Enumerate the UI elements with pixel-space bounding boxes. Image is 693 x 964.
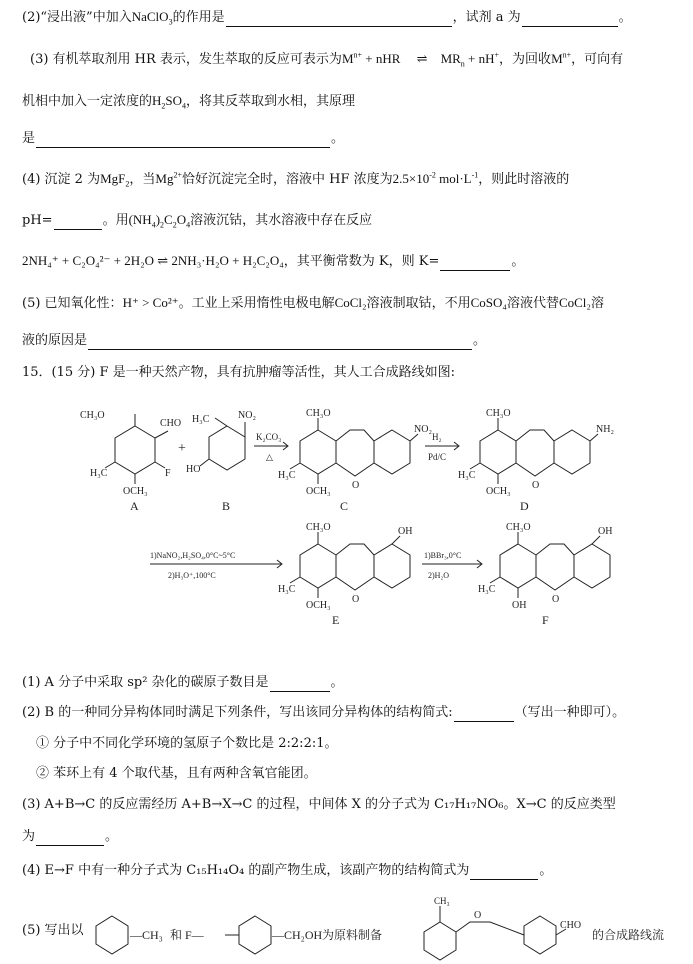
q15-q3-line1: (3) A+B→C 的反应需经历 A+B→X→C 的过程，中间体 X 的分子式为 C₁₇H₁₇NO₆。X→C 的反应类型: [22, 797, 616, 812]
label-b: B: [222, 499, 231, 513]
svg-text:的合成路线流: 的合成路线流: [592, 928, 665, 942]
label-c: C: [340, 499, 349, 513]
reagent-hydrolysis: 2)H₃O⁺,100°C: [168, 571, 216, 580]
heat-symbol: △: [266, 452, 273, 462]
target-right-ring: [524, 916, 556, 954]
svg-text:H₃C: H₃C: [278, 470, 296, 481]
q15-q2-condition1: ① 分子中不同化学环境的氢原子个数比是 2:2:2:1。: [36, 736, 338, 751]
target-aldehyde-label: CHO: [560, 920, 582, 931]
compound-e-left-ring: [300, 544, 336, 588]
compound-c-seven-ring: [336, 430, 374, 441]
q14-part2-line: (2)“浸出液”中加入NaClO$_3$的作用是 ，试剂 a 为 。: [22, 9, 632, 27]
answer-blank-k[interactable]: [440, 256, 510, 271]
oxalate-equilibrium-equation: 2NH₄⁺ + C₂O₄²⁻ + 2H₂O ⇌ 2NH₃·H₂O + H₂C₂O₄: [22, 253, 284, 268]
compound-d-seven-ring: [516, 430, 554, 441]
hydroxymethyl-group-label: —CH₂OH: [272, 928, 323, 942]
svg-text:F: F: [165, 468, 171, 479]
compound-d-right-ring: [554, 430, 590, 474]
answer-blank-2b[interactable]: [522, 12, 618, 27]
q15-q4: (4) E→F 中有一种分子式为 C₁₅H₁₄O₄ 的副产物生成，该副产物的结构简式为 。: [22, 863, 553, 878]
svg-text:OH: OH: [512, 600, 527, 611]
answer-blank-15-4[interactable]: [470, 865, 538, 880]
svg-text:和 F—: 和 F—: [170, 928, 204, 942]
equilibrium-arrow-icon: ⇌: [416, 51, 428, 66]
compound-f-seven-ring: [536, 544, 574, 555]
svg-text:O: O: [552, 594, 560, 605]
answer-blank-5[interactable]: [88, 335, 472, 350]
q14-part2-prefix: (2)“浸出液”中加入: [22, 10, 132, 25]
q15-q2-condition2: ② 苯环上有 4 个取代基，且有两种含氧官能团。: [36, 766, 317, 781]
compound-c-right-ring: [374, 430, 410, 474]
reagent-diazotization: 1)NaNO₂,H₂SO₄,0°C~5°C: [150, 551, 236, 560]
q14-part3-line3: 是 。: [22, 131, 345, 146]
q14-part4-line3: 2NH₄⁺ + C₂O₄²⁻ + 2H₂O ⇌ 2NH₃·H₂O + H₂C₂O₄，其平衡常数为 K，则 K= 。: [22, 253, 525, 269]
answer-blank-15-2[interactable]: [454, 707, 514, 722]
q15-q5-a: (5) 写出以: [22, 923, 84, 938]
synthesis-scheme: [0, 396, 693, 646]
svg-text:H₃C: H₃C: [192, 414, 210, 425]
svg-text:+: +: [178, 441, 186, 456]
methyl-group-label: —CH₃: [130, 928, 163, 942]
compound-f-right-ring: [574, 544, 610, 588]
svg-text:NO₂: NO₂: [414, 424, 432, 435]
q15-q1: (1) A 分子中采取 sp² 杂化的碳原子数目是 。: [22, 675, 344, 690]
compound-d-left-ring: [480, 430, 516, 474]
target-ether-o-label: O: [474, 910, 482, 921]
compound-f-left-ring: [500, 544, 536, 588]
q14-part4-line2: pH= 。用$(NH_4)_2C_2O_4$溶液沉钴，其水溶液中存在反应: [22, 212, 373, 230]
compound-c-left-ring: [300, 430, 336, 474]
answer-blank-ph[interactable]: [54, 215, 102, 230]
toluene-ring: [96, 916, 128, 954]
svg-text:NO₂: NO₂: [238, 410, 256, 421]
label-d: D: [520, 499, 529, 513]
svg-text:CH₃O: CH₃O: [306, 522, 331, 533]
svg-text:O: O: [352, 594, 360, 605]
q15-header: 15．(15 分) F 是一种天然产物，具有抗肿瘤等活性，其人工合成路线如图:: [22, 365, 456, 380]
q14-part5-line2: 液的原因是 。: [22, 333, 487, 348]
svg-text:OCH₃: OCH₃: [486, 486, 511, 497]
compound-e-seven-ring: [336, 544, 374, 555]
svg-text:H₃C: H₃C: [90, 468, 108, 479]
answer-blank-2a[interactable]: [226, 12, 452, 27]
svg-text:OH: OH: [398, 526, 413, 537]
svg-text:HO: HO: [186, 464, 201, 475]
svg-text:CHO: CHO: [160, 418, 182, 429]
reagent-k2co3: K₂CO₃: [256, 432, 282, 442]
reagent-bbr3: 1)BBr₃,0°C: [424, 551, 462, 560]
svg-text:CH₃O: CH₃O: [506, 522, 531, 533]
q14-part5-line1: (5) 已知氧化性：H⁺ > Co²⁺。工业上采用惰性电极电解CoCl₂溶液制取钴，不用CoSO₄溶液代替CoCl₂溶: [22, 295, 604, 311]
compound-b-ring: [209, 426, 245, 470]
q14-part3-line2: 机相中加入一定浓度的$H_2SO_4$，将其反萃取到水相，其原理: [22, 93, 356, 111]
svg-text:OCH₃: OCH₃: [123, 486, 148, 497]
reagent-water: 2)H₂O: [428, 571, 450, 580]
extraction-equation: $M^{n+}$ + nHR ⇌ $MR_n + nH^+$: [341, 50, 500, 69]
svg-text:CH₃O: CH₃O: [80, 410, 105, 421]
fluorobenzyl-alcohol-ring: [239, 916, 271, 954]
svg-text:OCH₃: OCH₃: [306, 486, 331, 497]
target-methyl-label: CH₃: [434, 896, 450, 906]
q15-q3-line2: 为 。: [22, 829, 119, 844]
label-f: F: [542, 613, 549, 627]
compound-e-right-ring: [374, 544, 410, 588]
naclo3-formula: NaClO: [131, 9, 169, 24]
svg-text:NH₂: NH₂: [596, 424, 614, 435]
q15-q5-structures: [0, 892, 693, 964]
svg-text:OH: OH: [598, 526, 613, 537]
q15-q2: (2) B 的一种同分异构体同时满足下列条件，写出该同分异构体的结构简式: （写出一种即可）。: [22, 705, 626, 720]
label-e: E: [332, 613, 340, 627]
svg-text:OCH₃: OCH₃: [306, 600, 331, 611]
answer-blank-15-3[interactable]: [36, 831, 104, 846]
svg-text:H₃C: H₃C: [478, 584, 496, 595]
target-left-ring: [424, 922, 456, 960]
svg-text:O: O: [352, 480, 360, 491]
svg-text:CH₃O: CH₃O: [306, 408, 331, 419]
svg-text:O: O: [532, 480, 540, 491]
compound-a-ring: [115, 426, 155, 474]
label-a: A: [130, 499, 139, 513]
svg-text:CH₃O: CH₃O: [486, 408, 511, 419]
svg-text:H₃C: H₃C: [458, 470, 476, 481]
answer-blank-15-1[interactable]: [270, 677, 330, 692]
reagent-pdc: Pd/C: [428, 452, 447, 462]
answer-blank-3[interactable]: [36, 133, 330, 148]
svg-text:为原料制备: 为原料制备: [322, 928, 383, 942]
reagent-h2: H₂: [432, 432, 442, 442]
q14-part4-line1: (4) 沉淀 2 为MgF$_2$，当$Mg^{2+}$恰好沉淀完全时，溶液中 HF 浓度为$2.5\times 10^{-2}$ $mol\cdot L^{-1}$，则此时溶液的: [22, 170, 570, 189]
svg-text:H₃C: H₃C: [278, 584, 296, 595]
q14-part3-line1: (3) 有机萃取剂用 HR 表示，发生萃取的反应可表示为$M^{n+}$ + nHR ⇌ $MR_n + nH^+$，为回收$M^{n+}$，可向有: [30, 50, 624, 69]
